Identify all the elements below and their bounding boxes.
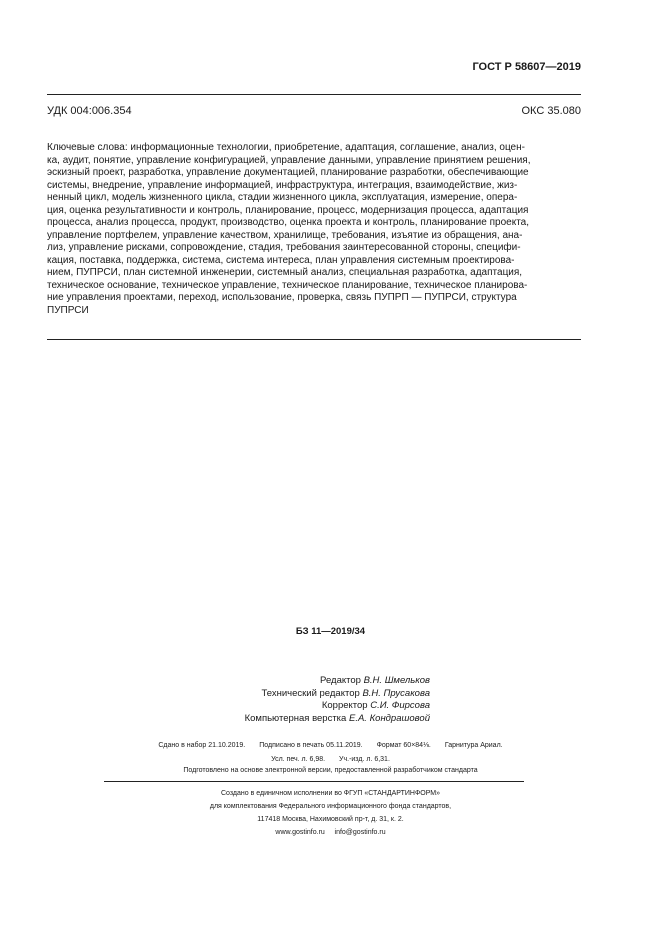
credit-editor — [210, 675, 430, 688]
credit-role: Технический редактор — [261, 687, 360, 699]
keywords-block — [47, 142, 581, 317]
keywords-line: лиз, управление рисками, сопровождение, стадия, требования заинтересованной стороны, специфи- — [47, 242, 521, 253]
keywords-line: управление портфелем, управление качеством, хранилище, требования, изъятие из обращения, ана- — [47, 229, 523, 241]
print-sheets: Усл. печ. л. 6,98. — [271, 756, 326, 763]
keywords-line: системы, внедрение, управление информацией, инфраструктура, интеграция, взаимодействие, жиз- — [47, 179, 518, 191]
typeface: Гарнитура Ариал. — [444, 742, 503, 749]
keywords-line: кация, поставка, поддержка, система, система интереса, план управления системным проектирова- — [47, 254, 515, 266]
credit-role: Редактор — [320, 675, 361, 686]
credit-layout — [210, 713, 430, 726]
keywords-line: ка, аудит, понятие, управление конфигурацией, управление данными, управление принятием решения, — [47, 154, 531, 166]
credit-name: Е.А. Кондрашовой — [348, 712, 430, 724]
standard-code: ГОСТ Р 58607—2019 — [472, 61, 581, 73]
publisher-line: Создано в единичном исполнении во ФГУП «СТАНДАРТИНФОРМ» — [220, 790, 441, 797]
credit-role: Корректор — [321, 700, 368, 711]
prepared-note: Подготовлено на основе электронной версии, предоставленной разработчиком стандарта — [183, 767, 478, 774]
publication-info — [0, 739, 661, 767]
oks-code: ОКС 35.080 — [521, 105, 581, 117]
pub-sheets: Уч.-изд. л. 6,31. — [339, 756, 390, 763]
header-rule — [47, 94, 581, 95]
publisher-block — [0, 787, 661, 839]
keywords-line: техническое основание, техническое управление, техническое планирование, техническое планирова- — [47, 279, 528, 291]
keywords-line: ПУПРСИ — [47, 304, 89, 316]
udk-code: УДК 004:006.354 — [47, 105, 132, 117]
publication-line-1 — [0, 739, 661, 753]
credit-tech-editor — [210, 688, 430, 701]
keywords-line: процесса, анализ процесса, продукт, производство, оценка проекта и контроль, планирование проекта, — [47, 217, 530, 228]
credit-name: С.И. Фирсова — [370, 700, 430, 711]
keywords-line: ненный цикл, модель жизненного цикла, стадии жизненного цикла, эксплуатация, измерение, опера- — [47, 192, 518, 203]
keywords-line: ние управления проектами, переход, использование, проверка, связь ПУПРП — ПУПРСИ, структура — [47, 292, 517, 303]
credit-role: Компьютерная верстка — [244, 712, 347, 724]
publisher-address: 117418 Москва, Нахимовский пр-т, д. 31, к. 2. — [257, 816, 404, 823]
publisher-contacts: www.gostinfo.ru info@gostinfo.ru — [275, 829, 386, 836]
credit-corrector — [210, 700, 430, 713]
publication-line-2 — [0, 753, 661, 767]
keywords-line: эскизный проект, разработка, управление документацией, планирование разработки, обеспечивающие — [47, 167, 529, 178]
credits-block — [210, 675, 430, 725]
typeset-date: Сдано в набор 21.10.2019. — [158, 742, 246, 749]
credit-name: В.Н. Шмельков — [363, 675, 430, 686]
paper-format: Формат 60×84⅛. — [376, 742, 431, 749]
bz-number: БЗ 11—2019/34 — [295, 626, 366, 637]
credit-name: В.Н. Прусакова — [362, 687, 430, 699]
keywords-rule — [47, 339, 581, 340]
signed-date: Подписано в печать 05.11.2019. — [259, 742, 363, 749]
keywords-line: нием, ПУПРСИ, план системной инженерии, системный анализ, специальная разработка, адаптация, — [47, 267, 523, 278]
publisher-rule — [104, 781, 524, 782]
keywords-line: ция, оценка результативности и контроль, планирование, процесс, модернизация процесса, адаптация — [47, 204, 529, 216]
publisher-line: для комплектования Федерального информационного фонда стандартов, — [209, 803, 452, 810]
keywords-line: Ключевые слова: информационные технологии, приобретение, адаптация, соглашение, анализ, оцен- — [47, 142, 525, 153]
